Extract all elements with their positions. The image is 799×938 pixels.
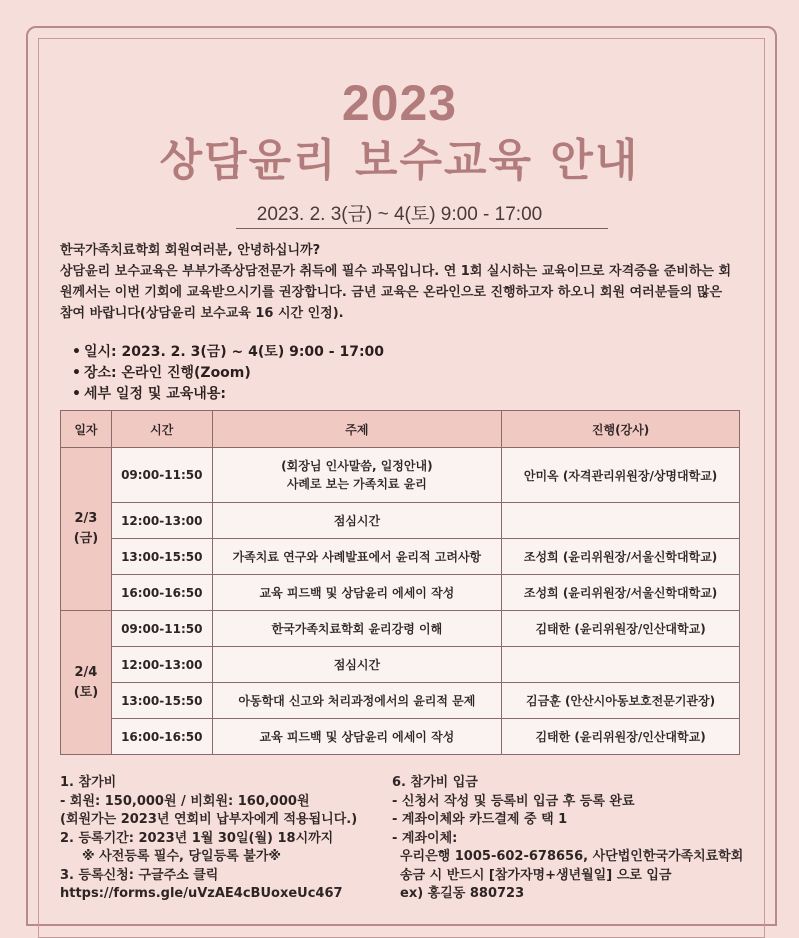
registration-info [60, 774, 390, 904]
bank-account: 우리은행 1005-602-678656, 사단법인한국가족치료학회 [400, 849, 744, 864]
payment-step: - 계좌이체와 카드결제 중 택 1 [392, 812, 568, 827]
table-row [61, 539, 740, 575]
greeting: 한국가족치료학회 회원여러분, 안녕하십니까? [60, 243, 321, 258]
time-cell: 09:00-11:50 [111, 611, 212, 647]
subject-cell: 교육 피드백 및 상담윤리 에세이 작성 [212, 575, 502, 611]
title-year: 2023 [341, 75, 458, 131]
subject-cell: 가족치료 연구와 사례발표에서 윤리적 고려사항 [212, 539, 502, 575]
fee-note: (회원가는 2023년 연회비 납부자에게 적용됩니다.) [60, 812, 358, 827]
subject-cell: 점심시간 [212, 647, 502, 683]
event-details-list [72, 342, 384, 405]
fee-line: - 회원: 150,000원 / 비회원: 160,000원 [60, 793, 310, 809]
payment-step: - 신청서 작성 및 등록비 입금 후 등록 완료 [392, 793, 635, 809]
table-row [61, 575, 740, 611]
subject-cell: 한국가족치료학회 윤리강령 이해 [212, 611, 502, 647]
day-cell: 2/4 (토) [61, 611, 112, 755]
day-cell: 2/3 (금) [61, 448, 112, 611]
schedule-table [60, 410, 740, 755]
bullet-location: • 장소: 온라인 진행(Zoom) [72, 363, 384, 384]
instructor-cell: 조성희 (윤리위원장/서울신학대학교) [502, 575, 740, 611]
intro-line: 상담윤리 보수교육은 부부가족상담전문가 취득에 필수 과목입니다. 연 1회 실시하는 교육이므로 자격증을 준비하는 회 [60, 264, 732, 279]
instructor-cell: 김태한 (윤리위원장/인산대학교) [502, 719, 740, 755]
event-date: 2023. 2. 3(금) ~ 4(토) 9:00 - 17:00 [256, 204, 543, 225]
subject-cell: 점심시간 [212, 503, 502, 539]
page-title: 상담윤리 보수교육 안내 [159, 135, 640, 186]
table-row [61, 683, 740, 719]
time-cell: 09:00-11:50 [111, 448, 212, 503]
time-cell: 16:00-16:50 [111, 575, 212, 611]
bullet-schedule: • 세부 일정 및 교육내용: [72, 384, 384, 405]
intro-line: 원께서는 이번 기회에 교육받으시기를 권장합니다. 금년 교육은 온라인으로 진행하고자 하오니 회원 여러분들의 많은 [60, 285, 723, 300]
time-cell: 12:00-13:00 [111, 503, 212, 539]
table-header-row [61, 411, 740, 448]
table-row [61, 503, 740, 539]
time-cell: 16:00-16:50 [111, 719, 212, 755]
instructor-cell: 안미옥 (자격관리위원장/상명대학교) [502, 448, 740, 503]
subject-cell: 아동학대 신고와 처리과정에서의 윤리적 문제 [212, 683, 502, 719]
instructor-cell [502, 503, 740, 539]
bullet-datetime: • 일시: 2023. 2. 3(금) ~ 4(토) 9:00 - 17:00 [72, 342, 384, 363]
time-cell: 12:00-13:00 [111, 647, 212, 683]
instructor-cell: 조성희 (윤리위원장/서울신학대학교) [502, 539, 740, 575]
registration-deadline: 2. 등록기간: 2023년 1월 30일(월) 18시까지 [60, 830, 334, 846]
intro-line: 참여 바랍니다(상담윤리 보수교육 16 시간 인정). [60, 306, 344, 321]
header-instructor: 진행(강사) [502, 411, 740, 448]
header-date: 일자 [61, 411, 112, 448]
time-cell: 13:00-15:50 [111, 683, 212, 719]
subject-cell: (회장님 인사말씀, 일정안내) 사례로 보는 가족치료 윤리 [212, 448, 502, 503]
apply-link[interactable]: https://forms.gle/uVzAE4cBUoxeUc467 [60, 886, 343, 901]
table-row [61, 719, 740, 755]
date-underline [236, 228, 608, 229]
instructor-cell: 김금훈 (안산시아동보호전문기관장) [502, 683, 740, 719]
header-time: 시간 [111, 411, 212, 448]
apply-method: 3. 등록신청: 구글주소 클릭 [60, 867, 219, 883]
payment-info [392, 774, 772, 904]
table-row [61, 611, 740, 647]
deadline-note: ※ 사전등록 필수, 당일등록 불가※ [82, 849, 282, 864]
intro-paragraph [60, 240, 750, 324]
fee-heading: 1. 참가비 [60, 775, 117, 790]
header-subject: 주제 [212, 411, 502, 448]
payment-heading: 6. 참가비 입금 [392, 775, 478, 790]
subject-cell: 교육 피드백 및 상담윤리 에세이 작성 [212, 719, 502, 755]
table-row [61, 448, 740, 503]
instructor-cell: 김태한 (윤리위원장/인산대학교) [502, 611, 740, 647]
time-cell: 13:00-15:50 [111, 539, 212, 575]
deposit-note: 송금 시 반드시 [참가자명+생년월일] 으로 입금 [400, 867, 672, 883]
table-row [61, 647, 740, 683]
instructor-cell [502, 647, 740, 683]
payment-step: - 계좌이체: [392, 830, 458, 846]
deposit-example: ex) 홍길동 880723 [400, 886, 525, 901]
